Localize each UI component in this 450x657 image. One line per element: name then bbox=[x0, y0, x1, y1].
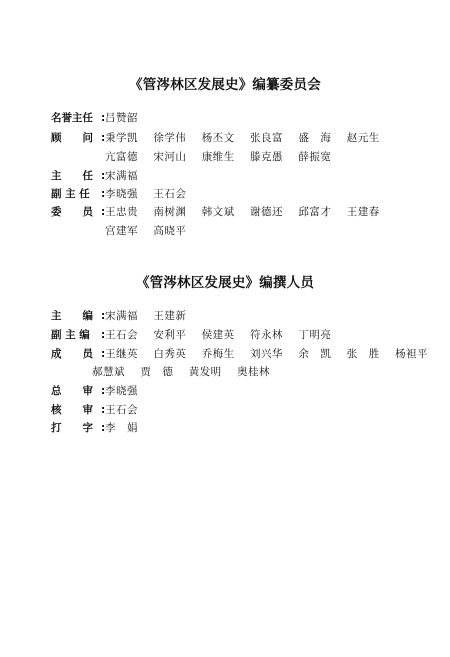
role-label: 名誉主任 bbox=[51, 112, 93, 124]
names-list bbox=[105, 383, 138, 399]
person-name: 亢富德 bbox=[105, 151, 138, 163]
person-name: 宫建军 bbox=[105, 225, 138, 237]
person-name: 滕克愚 bbox=[250, 151, 284, 163]
person-name: 杨丕文 bbox=[201, 132, 235, 144]
person-name: 郝慧斌 bbox=[92, 366, 125, 378]
person-name: 王继英 bbox=[105, 348, 138, 360]
role-label: 打 字 bbox=[51, 422, 93, 434]
person-name: 刘兴华 bbox=[250, 348, 284, 360]
person-name: 邱富才 bbox=[298, 206, 332, 218]
person-name: 王建新 bbox=[153, 310, 187, 322]
person-name: 黄发明 bbox=[188, 366, 222, 378]
role-label: 成 员 bbox=[51, 348, 93, 360]
names-list bbox=[105, 346, 428, 362]
person-name: 徐学伟 bbox=[153, 132, 187, 144]
person-name: 王建春 bbox=[346, 206, 380, 218]
person-name: 康维生 bbox=[201, 151, 235, 163]
names-list bbox=[105, 149, 331, 165]
committee-heading: 《管涔林区发展史》编纂委员会 bbox=[129, 77, 321, 93]
person-name: 李 娟 bbox=[105, 422, 138, 434]
person-name: 张 胜 bbox=[346, 348, 380, 360]
person-name: 余 凯 bbox=[298, 348, 332, 360]
names-list bbox=[105, 110, 138, 126]
person-name: 李晓强 bbox=[105, 385, 138, 397]
person-name: 薛振宽 bbox=[298, 151, 332, 163]
person-name: 乔梅生 bbox=[201, 348, 235, 360]
names-list bbox=[105, 223, 186, 239]
editors-heading: 《管涔林区发展史》编撰人员 bbox=[135, 275, 315, 291]
person-name: 侯建英 bbox=[201, 329, 235, 341]
person-name: 秉学凯 bbox=[105, 132, 138, 144]
role-label: 总 审 bbox=[51, 385, 93, 397]
person-name: 宋河山 bbox=[153, 151, 187, 163]
person-name: 安利平 bbox=[153, 329, 187, 341]
role-label: 主 任 bbox=[51, 170, 93, 182]
person-name: 宋满福 bbox=[105, 310, 138, 322]
document-page: 《管涔林区发展史》编纂委员会 名誉主任 : 吕赞韶 顾 问 : 秉学凯 徐学伟 杨丕文 张良富 盛 海 赵元生 亢富德 宋河山 康维生 滕克愚 薛振宽 主 任 : 宋满福 副 主 任 : 李晓强 王石会 委 员 : 王忠贵 南树渊 韩文斌 谢德还 邱富才 王建春 宫建军 高晓平 《管涔林区发展史》编撰人员 主 编 : 宋满福 王建新 副 主 编 : 王石会 安利平 侯建英 符永林 丁明亮 成 员 : 王继英 白秀英 乔梅生 刘兴华 余 凯 张 胜 杨袒平 郝慧斌 贾 德 黄发明 奥桂林 总 审 : 李晓强 核 审 : 王石会 打 字 : 李 娟 bbox=[0, 0, 450, 657]
person-name: 符永林 bbox=[250, 329, 284, 341]
person-name: 王石会 bbox=[105, 404, 138, 416]
names-list bbox=[105, 204, 380, 220]
role-label: 副 主 编 bbox=[51, 329, 90, 341]
role-label: 委 员 bbox=[51, 206, 93, 218]
person-name: 赵元生 bbox=[346, 132, 380, 144]
role-label: 核 审 bbox=[51, 404, 93, 416]
person-name: 杨袒平 bbox=[395, 348, 429, 360]
person-name: 高晓平 bbox=[153, 225, 187, 237]
person-name: 王石会 bbox=[105, 329, 138, 341]
names-list bbox=[105, 420, 138, 436]
person-name: 盛 海 bbox=[298, 132, 332, 144]
person-name: 王石会 bbox=[153, 188, 187, 200]
names-list bbox=[105, 186, 186, 202]
person-name: 丁明亮 bbox=[298, 329, 332, 341]
role-label: 主 编 bbox=[51, 310, 93, 322]
person-name: 宋满福 bbox=[105, 170, 138, 182]
person-name: 张良富 bbox=[250, 132, 284, 144]
person-name: 白秀英 bbox=[153, 348, 187, 360]
names-list bbox=[105, 130, 380, 146]
names-list bbox=[105, 327, 331, 343]
person-name: 贾 德 bbox=[140, 366, 174, 378]
person-name: 南树渊 bbox=[153, 206, 187, 218]
person-name: 韩文斌 bbox=[201, 206, 235, 218]
person-name: 奥桂林 bbox=[237, 366, 271, 378]
names-list bbox=[92, 364, 270, 380]
person-name: 李晓强 bbox=[105, 188, 138, 200]
names-list bbox=[105, 402, 138, 418]
person-name: 王忠贵 bbox=[105, 206, 138, 218]
names-list bbox=[105, 168, 138, 184]
role-label: 副 主 任 bbox=[51, 188, 90, 200]
role-label: 顾 问 bbox=[51, 132, 93, 144]
names-list bbox=[105, 308, 186, 324]
person-name: 吕赞韶 bbox=[105, 112, 138, 124]
person-name: 谢德还 bbox=[250, 206, 284, 218]
